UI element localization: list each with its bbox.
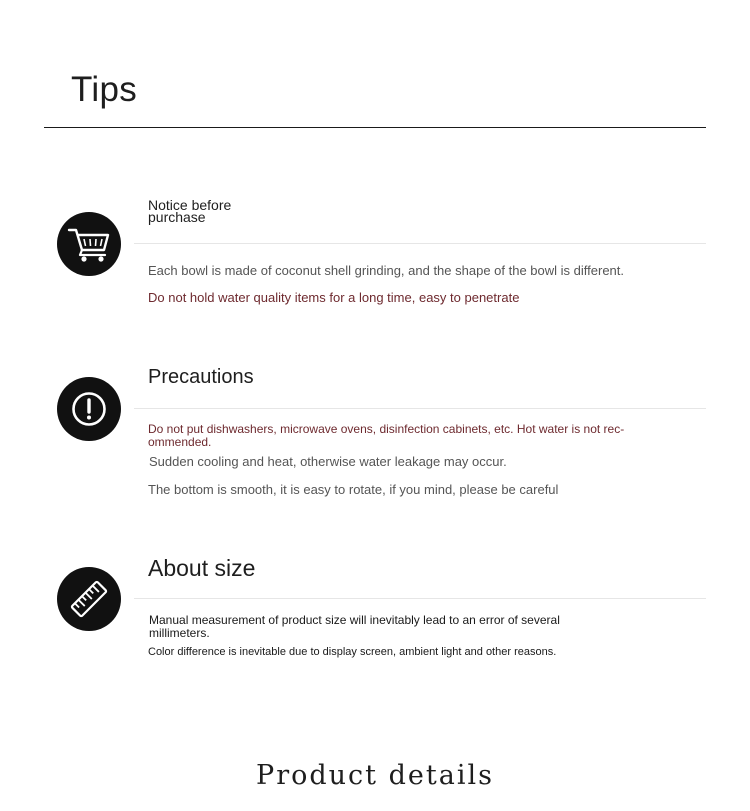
precautions-line-3: The bottom is smooth, it is easy to rotate, if you mind, please be careful [148,482,559,497]
tips-title: Tips [71,70,138,109]
section-divider-precautions [134,408,706,409]
section-heading-size: About size [148,555,256,581]
size-line-2: Color difference is inevitable due to display screen, ambient light and other reasons. [148,646,557,658]
shopping-cart-icon [57,212,121,276]
ruler-icon [57,567,121,631]
notice-line-2: Do not hold water quality items for a long time, easy to penetrate [148,290,520,305]
exclamation-icon [57,377,121,441]
section-heading-precautions: Precautions [148,366,254,388]
notice-line-1: Each bowl is made of coconut shell grinding, and the shape of the bowl is different. [148,263,624,278]
precautions-line-1: Do not put dishwashers, microwave ovens, disinfection cabinets, etc. Hot water is not rec-ommended. [148,422,625,449]
section-divider-size [134,598,706,599]
precautions-line-2: Sudden cooling and heat, otherwise water leakage may occur. [149,454,507,469]
tips-divider [44,127,706,128]
product-details-title: Product details [256,760,494,791]
section-divider-notice [134,243,706,244]
section-heading-notice: Notice before purchase [148,197,232,225]
size-line-1: Manual measurement of product size will inevitably lead to an error of several millimeters. [149,613,560,640]
